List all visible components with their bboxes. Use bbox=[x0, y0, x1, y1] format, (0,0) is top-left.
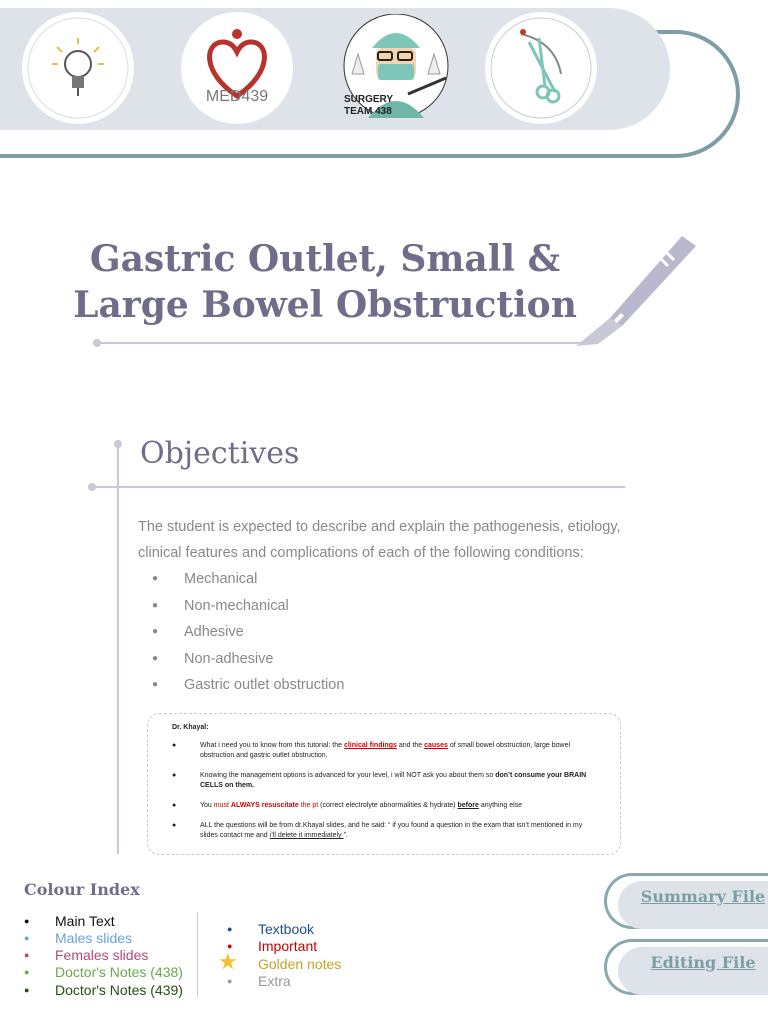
note-bold: before bbox=[457, 802, 479, 809]
scalpel-icon bbox=[570, 232, 704, 348]
doctor-note-text bbox=[200, 821, 596, 841]
bullet-icon: ● bbox=[152, 573, 159, 584]
bullet-icon: ● bbox=[152, 626, 159, 637]
colour-index-divider bbox=[197, 912, 198, 997]
bullet-icon: ● bbox=[172, 772, 177, 779]
objective-label: Non-adhesive bbox=[184, 650, 274, 667]
bullet-icon: ● bbox=[152, 679, 159, 690]
note-text: Knowing the management options is advanced for your level, i will NOT ask you about them so bbox=[200, 772, 496, 779]
surgeon-icon bbox=[338, 14, 454, 118]
note-text: (correct electrolyte abnormalities & hydrate) bbox=[318, 802, 458, 809]
surgery-team-438-logo bbox=[338, 14, 454, 118]
svg-text:TEAM 438: TEAM 438 bbox=[344, 106, 392, 117]
note-underline: i’ll delete it immediately bbox=[269, 832, 344, 839]
note-bold: don’t consume your BRAIN CELLS on them. bbox=[200, 772, 587, 789]
colour-index-title: Colour Index bbox=[24, 880, 140, 899]
bullet-icon: ● bbox=[24, 933, 30, 943]
list-item bbox=[152, 619, 344, 646]
note-text: anything else bbox=[478, 802, 523, 809]
revised-by-logo bbox=[22, 12, 134, 124]
colour-index-label: Textbook bbox=[258, 921, 315, 937]
title-divider bbox=[96, 342, 588, 344]
page-title-line1: Gastric Outlet, Small & bbox=[89, 238, 561, 280]
objective-label: Adhesive bbox=[184, 624, 244, 640]
list-item bbox=[152, 566, 344, 593]
bullet-icon: ● bbox=[172, 822, 177, 829]
objectives-heading: Objectives bbox=[140, 436, 300, 471]
note-text: What i need you to know from this tutorial: the bbox=[200, 742, 344, 749]
colour-index-label: Main Text bbox=[55, 913, 115, 929]
colour-index-label: Extra bbox=[258, 973, 291, 989]
summary-file-button[interactable] bbox=[604, 873, 768, 929]
list-item bbox=[152, 672, 344, 699]
doctor-note-text bbox=[200, 741, 596, 761]
bullet-icon: ● bbox=[152, 599, 159, 611]
forceps-icon bbox=[485, 12, 597, 124]
objectives-horizontal-dot bbox=[88, 483, 96, 491]
list-item bbox=[172, 821, 596, 841]
objective-label: Gastric outlet obstruction bbox=[184, 677, 345, 693]
bullet-icon: ● bbox=[227, 941, 233, 951]
bullet-icon: ● bbox=[172, 802, 177, 809]
page-title bbox=[60, 236, 590, 328]
objective-label: Mechanical bbox=[184, 571, 258, 587]
page-title-line2: Large Bowel Obstruction bbox=[73, 284, 577, 326]
bullet-icon: ● bbox=[24, 967, 30, 977]
colour-index-label: Females slides bbox=[55, 947, 149, 963]
note-text: of small bowel obstruction, large bowel obstruction and gastric outlet obstruction. bbox=[200, 742, 571, 759]
objectives-horizontal-rule bbox=[92, 486, 625, 488]
list-item bbox=[152, 646, 344, 673]
title-divider-dot bbox=[93, 339, 101, 347]
note-text: You bbox=[200, 802, 214, 809]
summary-file-link[interactable]: Summary File bbox=[640, 887, 766, 906]
note-highlight: ALWAYS resuscitate bbox=[230, 802, 299, 809]
note-text: ”. bbox=[343, 832, 348, 839]
doctor-note-author: Dr. Khayal: bbox=[172, 724, 209, 731]
surgery-team-logo bbox=[485, 12, 597, 124]
note-highlight: must bbox=[213, 802, 231, 809]
star-icon: ★ bbox=[218, 949, 238, 974]
objectives-intro: The student is expected to describe and explain the pathogenesis, etiology, clinical features and complications of each of the following conditions: bbox=[138, 519, 621, 561]
note-text: and the bbox=[396, 742, 425, 749]
note-highlight: causes bbox=[424, 742, 448, 749]
doctor-note-text bbox=[200, 801, 522, 811]
list-item bbox=[172, 771, 596, 791]
objectives-vertical-dot bbox=[114, 440, 122, 448]
list-item bbox=[152, 593, 344, 620]
bullet-icon: ● bbox=[172, 742, 177, 749]
med439-logo bbox=[181, 12, 293, 124]
colour-index-label: Important bbox=[258, 938, 318, 954]
colour-index-label: Males slides bbox=[55, 930, 133, 946]
lightbulb-icon bbox=[22, 12, 134, 124]
doctor-note-box bbox=[147, 713, 621, 855]
list-item bbox=[172, 741, 596, 761]
med439-caption: MED439 bbox=[205, 88, 269, 105]
list-item bbox=[172, 801, 596, 811]
bullet-icon: ● bbox=[227, 976, 233, 986]
editing-file-button[interactable] bbox=[604, 939, 768, 995]
editing-file-link[interactable]: Editing File bbox=[650, 953, 756, 972]
bullet-icon: ● bbox=[152, 652, 159, 664]
note-text: ALL the questions will be from dr.Khayal slides, and he said: “ if you found a question in the exam that isn’t mentioned in my slides contact me and bbox=[200, 822, 583, 839]
heart-icon bbox=[181, 12, 293, 124]
objective-label: Non-mechanical bbox=[184, 597, 289, 614]
bullet-icon: ● bbox=[24, 916, 30, 926]
objectives-vertical-rule bbox=[117, 444, 119, 854]
bullet-icon: ● bbox=[227, 924, 233, 934]
bullet-icon: ● bbox=[24, 950, 30, 960]
doctor-note-text bbox=[200, 771, 596, 791]
note-highlight: the pt bbox=[298, 802, 319, 809]
colour-index-label: Doctor's Notes (439) bbox=[55, 982, 183, 998]
note-highlight: clinical findings bbox=[343, 742, 397, 749]
colour-index-label: Golden notes bbox=[258, 956, 342, 972]
svg-text:SURGERY: SURGERY bbox=[344, 94, 394, 105]
bullet-icon: ● bbox=[24, 985, 30, 995]
colour-index-label: Doctor's Notes (438) bbox=[55, 964, 183, 980]
objectives-list bbox=[152, 566, 344, 699]
